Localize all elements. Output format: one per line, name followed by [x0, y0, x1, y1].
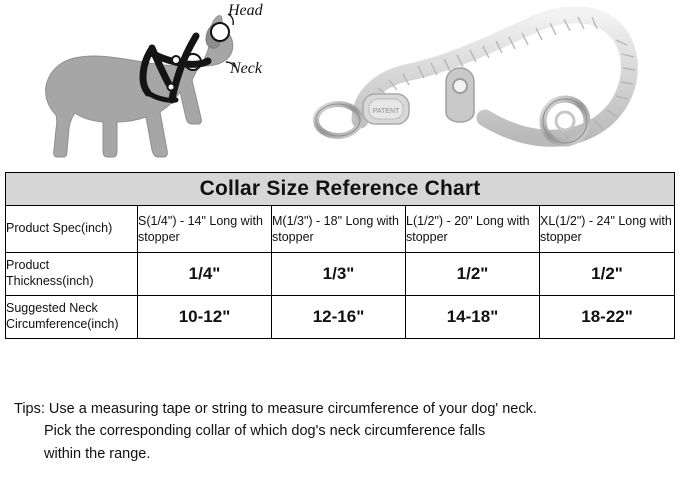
dog-illustration-svg [0, 0, 300, 172]
collar-size-table [5, 172, 675, 339]
neck-xl: 18-22" [540, 296, 675, 339]
tips-line-1: Tips: Use a measuring tape or string to measure circumference of your dog' neck. [14, 401, 537, 417]
neck-s: 10-12" [138, 296, 272, 339]
thickness-s: 1/4" [138, 253, 272, 296]
table-row-spec [6, 206, 675, 253]
spec-size-s: S(1/4") - 14" Long with stopper [138, 206, 272, 253]
label-head: Head [228, 2, 263, 19]
tips-line-3: within the range. [44, 445, 151, 462]
row-label-neck-circumference: Suggested Neck Circumference(inch) [6, 296, 138, 339]
neck-l: 14-18" [406, 296, 540, 339]
collar-keeper [446, 68, 474, 122]
tips-line-2: Pick the corresponding collar of which dog's neck circumference falls [44, 423, 486, 440]
tips-block [14, 398, 666, 465]
svg-text:PATENT: PATENT [372, 108, 400, 115]
collar-stopper [363, 94, 409, 124]
table-title-row [6, 173, 675, 206]
collar-illustration-svg [300, 0, 679, 172]
illustration-area [0, 0, 679, 172]
head-marker [211, 23, 229, 41]
spec-size-m: M(1/3") - 18" Long with stopper [272, 206, 406, 253]
spec-size-l: L(1/2") - 20" Long with stopper [406, 206, 540, 253]
thickness-m: 1/3" [272, 253, 406, 296]
spec-size-xl: XL(1/2") - 24" Long with stopper [540, 206, 675, 253]
table-row-thickness [6, 253, 675, 296]
row-label-thickness: Product Thickness(inch) [6, 253, 138, 296]
thickness-xl: 1/2" [540, 253, 675, 296]
row-label-product-spec: Product Spec(inch) [6, 206, 138, 253]
collar-photo [300, 0, 679, 172]
size-chart-container [5, 172, 674, 339]
label-neck: Neck [230, 60, 262, 77]
neck-m: 12-16" [272, 296, 406, 339]
table-row-neck-circumference [6, 296, 675, 339]
dog-diagram [0, 0, 300, 172]
thickness-l: 1/2" [406, 253, 540, 296]
chart-title: Collar Size Reference Chart [6, 173, 675, 206]
